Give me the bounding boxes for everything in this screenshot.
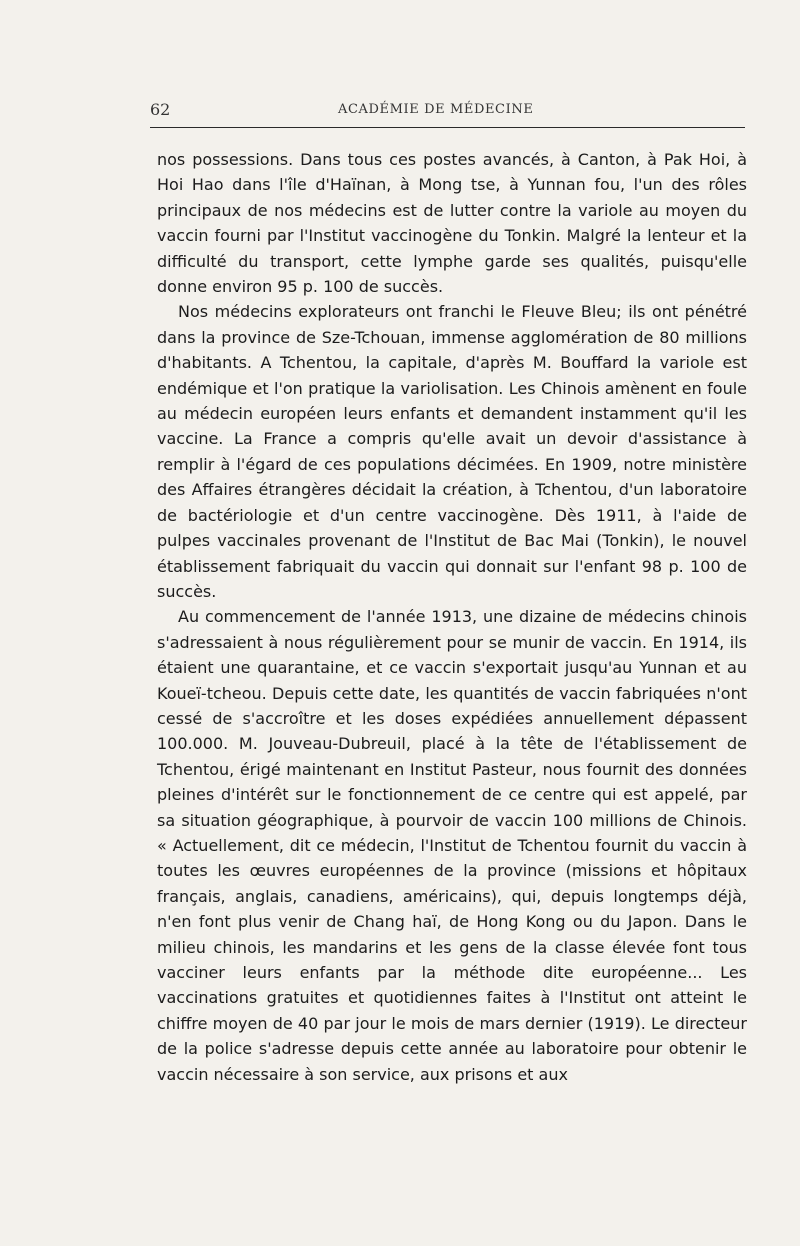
page-header	[150, 100, 745, 126]
header-rule	[150, 127, 745, 128]
page-number: 62	[150, 100, 171, 119]
paragraph-2: Nos médecins explorateurs ont franchi le Fleuve Bleu; ils ont pénétré dans la province de Sze-Tchouan, immense agglomération de 80 millions d'habitants. A Tchentou, la capitale, d'après M. Bouffard la variole est endémique et l'on pratique la variolisation. Les Chinois amènent en foule au médecin européen leurs enfants et demandent instamment qu'il les vaccine. La France a compris qu'elle avait un devoir d'assistance à remplir à l'égard de ces populations décimées. En 1909, notre ministère des Affaires étrangères décidait la création, à Tchentou, d'un laboratoire de bactériologie et d'un centre vaccinogène. Dès 1911, à l'aide de pulpes vaccinales provenant de l'Institut de Bac Mai (Tonkin), le nouvel établissement fabriquait du vaccin qui donnait sur l'enfant 98 p. 100 de succès.	[157, 302, 747, 601]
body-text	[157, 147, 747, 1087]
paragraph-1: nos possessions. Dans tous ces postes avancés, à Canton, à Pak Hoi, à Hoi Hao dans l'île d'Haïnan, à Mong tse, à Yunnan fou, l'un des rôles principaux de nos médecins est de lutter contre la variole au moyen du vaccin fourni par l'Institut vaccinogène du Tonkin. Malgré la lenteur et la difficulté du transport, cette lymphe garde ses qualités, puisqu'elle donne environ 95 p. 100 de succès.	[157, 150, 747, 297]
running-head: ACADÉMIE DE MÉDECINE	[338, 102, 534, 117]
paragraph-3: Au commencement de l'année 1913, une dizaine de médecins chinois s'adressaient à nous régulièrement pour se munir de vaccin. En 1914, ils étaient une quarantaine, et ce vaccin s'exportait jusqu'au Yunnan et au Koueï-tcheou. Depuis cette date, les quantités de vaccin fabriquées n'ont cessé de s'accroître et les doses expédiées annuellement dépassent 100.000. M. Jouveau-Dubreuil, placé à la tête de l'établissement de Tchentou, érigé maintenant en Institut Pasteur, nous fournit des données pleines d'intérêt sur le fonctionnement de ce centre qui est appelé, par sa situation géographique, à pourvoir de vaccin 100 millions de Chinois. « Actuellement, dit ce médecin, l'Institut de Tchentou fournit du vaccin à toutes les œuvres européennes de la province (missions et hôpitaux français, anglais, canadiens, américains), qui, depuis longtemps déjà, n'en font plus venir de Chang haï, de Hong Kong ou du Japon. Dans le milieu chinois, les mandarins et les gens de la classe élevée font tous vacciner leurs enfants par la méthode dite européenne... Les vaccinations gratuites et quotidiennes faites à l'Institut ont atteint le chiffre moyen de 40 par jour le mois de mars dernier (1919). Le directeur de la police s'adresse depuis cette année au laboratoire pour obtenir le vaccin nécessaire à son service, aux prisons et aux	[157, 607, 747, 1084]
